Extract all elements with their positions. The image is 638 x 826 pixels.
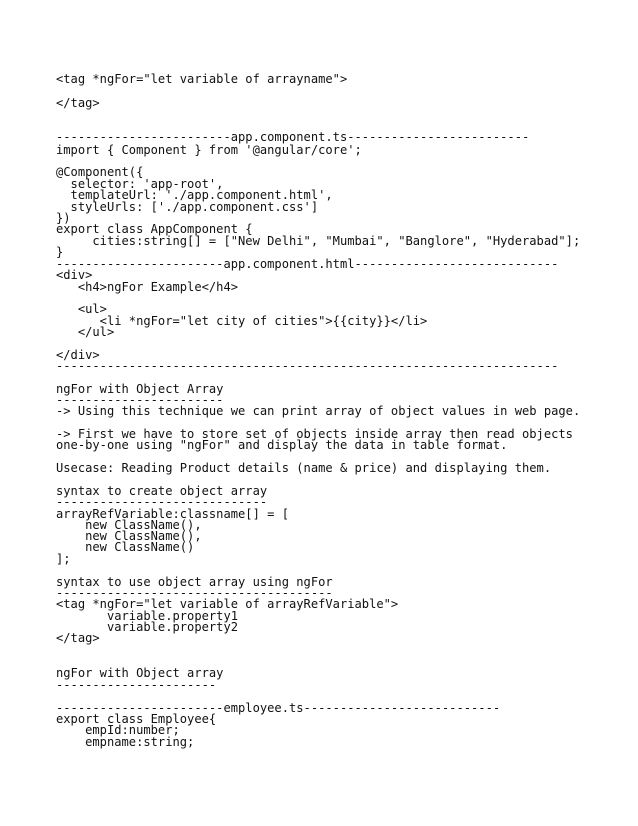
text-line: syntax to create object array (56, 484, 268, 498)
text-line: arrayRefVariable:classname[] = [ (56, 507, 289, 521)
text-line: ngFor with Object array (56, 666, 224, 680)
text-line: empId:number; (56, 723, 180, 737)
text-line: import { Component } from '@angular/core'; (56, 143, 362, 157)
text-line: ----------------------- (56, 393, 224, 407)
text-line: one-by-one using "ngFor" and display the data in table format. (56, 438, 508, 452)
text-line: -> Using this technique we can print array of object values in web page. (56, 404, 581, 418)
text-line: variable.property1 (56, 609, 239, 623)
text-line: variable.property2 (56, 620, 239, 634)
text-line: new ClassName() (56, 540, 195, 554)
text-line: <ul> (56, 302, 107, 316)
text-line: export class AppComponent { (56, 222, 253, 236)
text-line: ------------------------app.component.ts------------------------- (56, 130, 530, 144)
text-line: export class Employee{ (56, 712, 217, 726)
text-line: -------------------------------------- (56, 586, 333, 600)
text-line: ngFor with Object Array (56, 382, 224, 396)
text-line: </ul> (56, 325, 115, 339)
text-line: ]; (56, 552, 71, 566)
text-line: --------------------------------------------------------------------- (56, 359, 559, 373)
text-line: -----------------------app.component.html---------------------------- (56, 257, 559, 271)
text-line: </div> (56, 348, 100, 362)
text-line: -----------------------employee.ts--------------------------- (56, 701, 501, 715)
text-line: ----------------------------- (56, 495, 268, 509)
text-line: syntax to use object array using ngFor (56, 575, 333, 589)
text-line: @Component({ (56, 165, 144, 179)
text-line: }) (56, 211, 71, 225)
text-line: </tag> (56, 96, 100, 110)
text-line: <tag *ngFor="let variable of arrayname"> (56, 72, 348, 86)
text-line: <h4>ngFor Example</h4> (56, 280, 239, 294)
text-line: templateUrl: './app.component.html', (56, 188, 333, 202)
text-line: empname:string; (56, 735, 195, 749)
text-line: selector: 'app-root', (56, 177, 224, 191)
text-line: new ClassName(), (56, 518, 202, 532)
text-line: <tag *ngFor="let variable of arrayRefVariable"> (56, 597, 399, 611)
text-line: ---------------------- (56, 678, 217, 692)
text-line: Usecase: Reading Product details (name & price) and displaying them. (56, 461, 552, 475)
text-line: <li *ngFor="let city of cities">{{city}}</li> (56, 314, 428, 328)
text-line: -> First we have to store set of objects inside array then read objects (56, 427, 573, 441)
text-line: new ClassName(), (56, 529, 202, 543)
text-line: <div> (56, 268, 93, 282)
text-line: styleUrls: ['./app.component.css'] (56, 200, 319, 214)
text-line: cities:string[] = ["New Delhi", "Mumbai", "Banglore", "Hyderabad"]; (56, 234, 581, 248)
text-line: } (56, 245, 64, 259)
text-line: </tag> (56, 631, 100, 645)
